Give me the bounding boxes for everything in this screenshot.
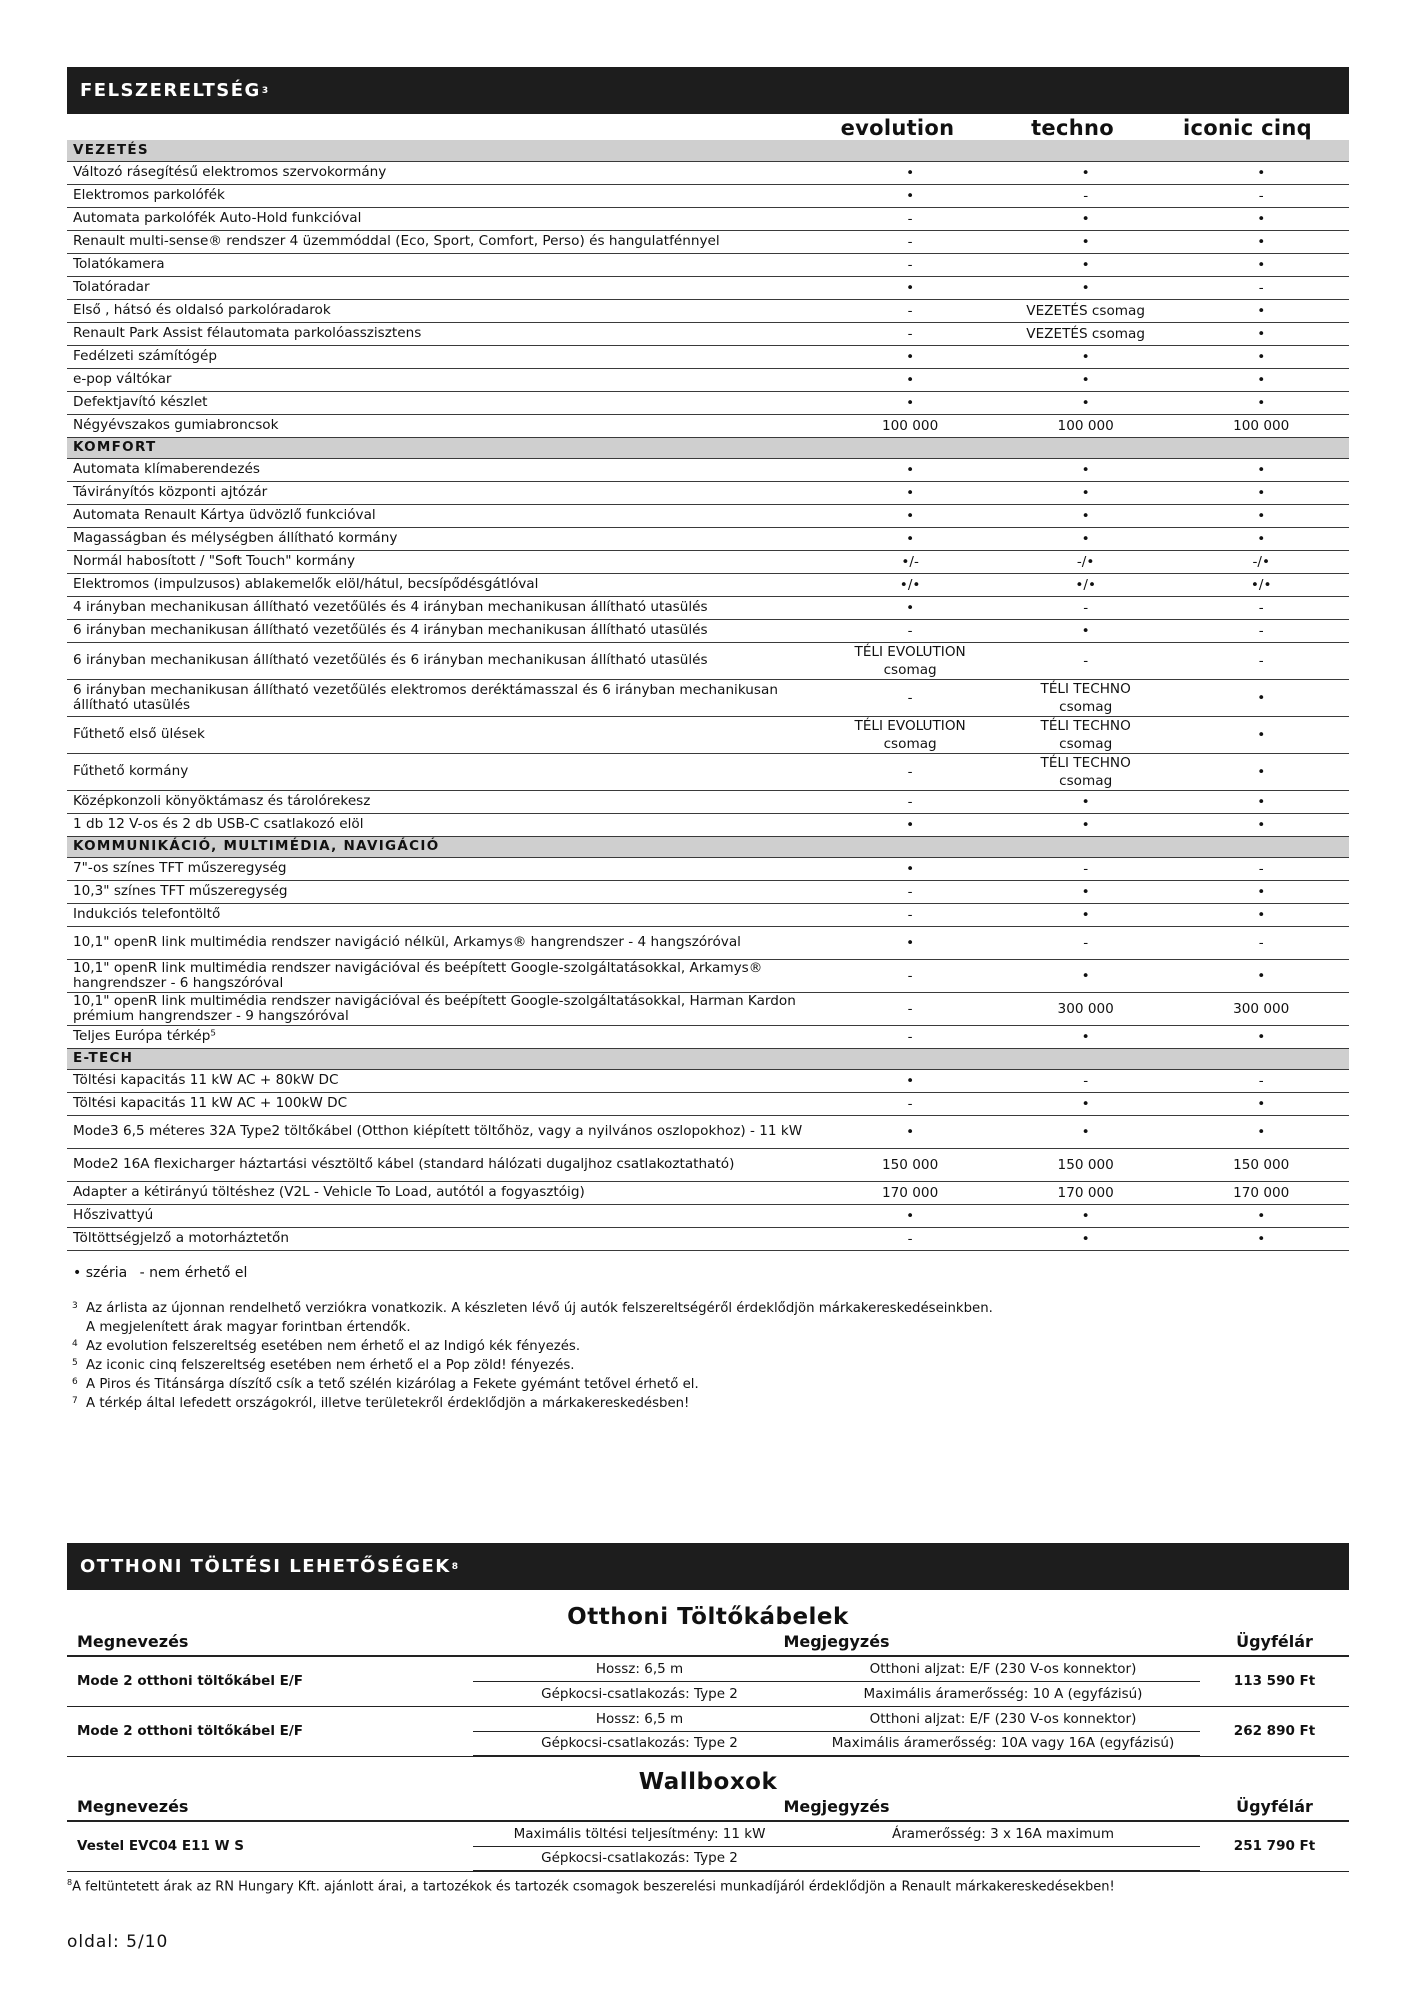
value-evolution: - xyxy=(822,230,998,253)
feature-label: Magasságban és mélységben állítható kormány xyxy=(67,527,822,550)
feature-row xyxy=(67,368,1349,391)
value-iconic-cinq: • xyxy=(1173,322,1349,345)
value-iconic-cinq: • xyxy=(1173,753,1349,790)
value-iconic-cinq: • xyxy=(1173,527,1349,550)
wallbox-price: 251 790 Ft xyxy=(1200,1821,1349,1871)
feature-label: Töltési kapacitás 11 kW AC + 100kW DC xyxy=(67,1092,822,1115)
feature-row xyxy=(67,322,1349,345)
value-iconic-cinq: • xyxy=(1173,1092,1349,1115)
value-iconic-cinq: - xyxy=(1173,857,1349,880)
feature-row xyxy=(67,276,1349,299)
value-techno: - xyxy=(998,596,1174,619)
feature-label: Töltési kapacitás 11 kW AC + 80kW DC xyxy=(67,1069,822,1092)
feature-label: Négyévszakos gumiabroncsok xyxy=(67,414,822,437)
value-techno: - xyxy=(998,642,1174,679)
feature-row xyxy=(67,716,1349,753)
value-evolution: • xyxy=(822,926,998,959)
feature-label: Renault Park Assist félautomata parkolóasszisztens xyxy=(67,322,822,345)
charging-section xyxy=(67,1543,1349,1894)
cables-table xyxy=(67,1630,1349,1757)
footnote-text: Az iconic cinq felszereltség esetében nem érhető el a Pop zöld! fényezés. xyxy=(86,1357,575,1373)
value-iconic-cinq: - xyxy=(1173,619,1349,642)
feature-label: Automata Renault Kártya üdvözlő funkcióval xyxy=(67,504,822,527)
category-heading: VEZETÉS xyxy=(67,140,1349,161)
category-row xyxy=(67,140,1349,161)
value-techno: • xyxy=(998,813,1174,836)
value-evolution: - xyxy=(822,1025,998,1048)
value-iconic-cinq: • xyxy=(1173,345,1349,368)
value-iconic-cinq: - xyxy=(1173,184,1349,207)
feature-label: Középkonzoli könyöktámasz és tárolórekesz xyxy=(67,790,822,813)
footnote-number: 3 xyxy=(72,1300,78,1311)
wallbox-name: Vestel EVC04 E11 W S xyxy=(67,1821,473,1871)
value-evolution: • xyxy=(822,345,998,368)
value-iconic-cinq: • xyxy=(1173,679,1349,716)
feature-row xyxy=(67,790,1349,813)
cable-1-current: Maximális áramerősség: 10 A (egyfázisú) xyxy=(806,1681,1200,1706)
feature-label: Hőszivattyú xyxy=(67,1204,822,1227)
category-row xyxy=(67,1048,1349,1069)
value-evolution: •/- xyxy=(822,550,998,573)
value-techno: • xyxy=(998,527,1174,550)
value-iconic-cinq: • xyxy=(1173,1227,1349,1250)
cables-header-price: Ügyfélár xyxy=(1200,1630,1349,1656)
cables-header-name: Megnevezés xyxy=(67,1630,473,1656)
value-evolution: • xyxy=(822,458,998,481)
cables-title: Otthoni Töltőkábelek xyxy=(567,1604,849,1630)
feature-row xyxy=(67,1227,1349,1250)
feature-label: 1 db 12 V-os és 2 db USB-C csatlakozó elöl xyxy=(67,813,822,836)
value-evolution: - xyxy=(822,903,998,926)
value-evolution: - xyxy=(822,619,998,642)
value-evolution: • xyxy=(822,481,998,504)
value-techno: • xyxy=(998,458,1174,481)
feature-row xyxy=(67,527,1349,550)
feature-label: Fűthető első ülések xyxy=(67,716,822,753)
value-evolution: 150 000 xyxy=(822,1148,998,1181)
value-iconic-cinq: • xyxy=(1173,458,1349,481)
feature-row xyxy=(67,573,1349,596)
value-iconic-cinq: • xyxy=(1173,790,1349,813)
cables-header-row xyxy=(67,1630,1349,1656)
value-iconic-cinq: 170 000 xyxy=(1173,1181,1349,1204)
feature-row xyxy=(67,207,1349,230)
charging-footnote-num: 8 xyxy=(67,1878,73,1887)
value-evolution: - xyxy=(822,790,998,813)
category-heading: E-TECH xyxy=(67,1048,1349,1069)
feature-row xyxy=(67,813,1349,836)
wallbox-table xyxy=(67,1795,1349,1872)
feature-label: Adapter a kétirányú töltéshez (V2L - Vehicle To Load, autótól a fogyasztóig) xyxy=(67,1181,822,1204)
feature-row xyxy=(67,230,1349,253)
variant-evolution: evolution xyxy=(840,116,955,140)
variant-header xyxy=(67,114,1349,140)
value-iconic-cinq: - xyxy=(1173,1069,1349,1092)
footnote xyxy=(67,1337,1349,1356)
feature-label: Automata parkolófék Auto-Hold funkcióval xyxy=(67,207,822,230)
feature-row xyxy=(67,299,1349,322)
feature-label: Elektromos (impulzusos) ablakemelők elöl/hátul, becsípődésgátlóval xyxy=(67,573,822,596)
feature-row xyxy=(67,1181,1349,1204)
feature-label: Defektjavító készlet xyxy=(67,391,822,414)
feature-label: Távirányítós központi ajtózár xyxy=(67,481,822,504)
feature-row xyxy=(67,481,1349,504)
value-evolution: - xyxy=(822,753,998,790)
value-techno: • xyxy=(998,368,1174,391)
value-evolution: • xyxy=(822,184,998,207)
equipment-section xyxy=(67,67,1349,1413)
feature-row xyxy=(67,391,1349,414)
feature-label: 10,1" openR link multimédia rendszer navigációval és beépített Google-szolgáltatásokkal, Arkamys® hangrendszer - 6 hangszóróval xyxy=(67,959,822,992)
footnote-text: A megjelenített árak magyar forintban értendők. xyxy=(86,1319,411,1335)
value-iconic-cinq: 100 000 xyxy=(1173,414,1349,437)
cable-row-2a xyxy=(67,1706,1349,1731)
feature-row xyxy=(67,992,1349,1025)
feature-label: 6 irányban mechanikusan állítható vezetőülés elektromos deréktámasszal és 6 irányban mechanikusan állítható utasülés xyxy=(67,679,822,716)
value-iconic-cinq: 150 000 xyxy=(1173,1148,1349,1181)
value-techno: • xyxy=(998,481,1174,504)
feature-row xyxy=(67,1092,1349,1115)
value-evolution: 100 000 xyxy=(822,414,998,437)
value-evolution: - xyxy=(822,322,998,345)
value-evolution: • xyxy=(822,1069,998,1092)
cable-2-socket: Otthoni aljzat: E/F (230 V-os konnektor) xyxy=(806,1706,1200,1731)
category-row xyxy=(67,437,1349,458)
wallbox-title: Wallboxok xyxy=(638,1769,778,1795)
feature-label: Mode2 16A flexicharger háztartási vésztöltő kábel (standard hálózati dugaljhoz csatlakoztatható) xyxy=(67,1148,822,1181)
legend xyxy=(67,1265,1349,1281)
footnote xyxy=(67,1394,1349,1413)
cable-2-length: Hossz: 6,5 m xyxy=(473,1706,806,1731)
value-techno: - xyxy=(998,857,1174,880)
value-evolution: - xyxy=(822,1092,998,1115)
charging-footnote xyxy=(67,1878,1349,1894)
value-iconic-cinq: • xyxy=(1173,504,1349,527)
value-evolution: - xyxy=(822,1227,998,1250)
wallbox-empty-cell xyxy=(806,1846,1200,1871)
feature-row xyxy=(67,619,1349,642)
feature-row xyxy=(67,550,1349,573)
feature-row xyxy=(67,926,1349,959)
value-techno: 300 000 xyxy=(998,992,1174,1025)
cables-header-note: Megjegyzés xyxy=(473,1630,1200,1656)
feature-label: Normál habosított / "Soft Touch" kormány xyxy=(67,550,822,573)
feature-row xyxy=(67,1025,1349,1048)
value-techno: • xyxy=(998,619,1174,642)
feature-label: 6 irányban mechanikusan állítható vezetőülés és 4 irányban mechanikusan állítható utasülés xyxy=(67,619,822,642)
cable-2-price: 262 890 Ft xyxy=(1200,1706,1349,1756)
value-evolution: 170 000 xyxy=(822,1181,998,1204)
value-techno: 170 000 xyxy=(998,1181,1174,1204)
value-evolution: • xyxy=(822,857,998,880)
feature-label: Automata klímaberendezés xyxy=(67,458,822,481)
feature-row xyxy=(67,596,1349,619)
feature-label: Fűthető kormány xyxy=(67,753,822,790)
charging-footnote-text: A feltüntetett árak az RN Hungary Kft. ajánlott árai, a tartozékok és tartozék csomagok beszerelési munkadíjáról érdeklődjön a Renault márkakereskedésekben! xyxy=(72,1879,1115,1895)
value-iconic-cinq: 300 000 xyxy=(1173,992,1349,1025)
footnote-number: 7 xyxy=(72,1395,78,1406)
value-techno: • xyxy=(998,1115,1174,1148)
value-evolution: - xyxy=(822,207,998,230)
cable-2-current: Maximális áramerősség: 10A vagy 16A (egyfázisú) xyxy=(806,1731,1200,1756)
value-techno: • xyxy=(998,253,1174,276)
value-iconic-cinq: • xyxy=(1173,1115,1349,1148)
value-techno: • xyxy=(998,276,1174,299)
value-techno: • xyxy=(998,391,1174,414)
value-iconic-cinq: • xyxy=(1173,880,1349,903)
footnote-number: 5 xyxy=(72,1357,78,1368)
feature-row xyxy=(67,880,1349,903)
legend-series: • széria xyxy=(73,1264,128,1281)
variant-iconic-cinq: iconic cinq xyxy=(1183,116,1312,140)
feature-label: Tolatóradar xyxy=(67,276,822,299)
feature-row xyxy=(67,414,1349,437)
feature-row xyxy=(67,679,1349,716)
feature-label: 7"-os színes TFT műszeregység xyxy=(67,857,822,880)
value-iconic-cinq: •/• xyxy=(1173,573,1349,596)
value-evolution: • xyxy=(822,1204,998,1227)
page-number: oldal: 5/10 xyxy=(67,1932,169,1952)
cable-2-name: Mode 2 otthoni töltőkábel E/F xyxy=(67,1706,473,1756)
value-evolution: •/• xyxy=(822,573,998,596)
feature-row xyxy=(67,161,1349,184)
wallbox-power: Maximális töltési teljesítmény: 11 kW xyxy=(473,1821,806,1846)
value-techno: - xyxy=(998,1069,1174,1092)
wallbox-row-a xyxy=(67,1821,1349,1846)
feature-label: Indukciós telefontöltő xyxy=(67,903,822,926)
value-techno: • xyxy=(998,880,1174,903)
equipment-banner xyxy=(67,67,1349,114)
value-evolution: - xyxy=(822,253,998,276)
value-evolution: • xyxy=(822,391,998,414)
wallbox-car-connection: Gépkocsi-csatlakozás: Type 2 xyxy=(473,1846,806,1871)
feature-row xyxy=(67,504,1349,527)
footnote xyxy=(67,1356,1349,1375)
feature-row xyxy=(67,458,1349,481)
value-evolution: • xyxy=(822,161,998,184)
feature-row xyxy=(67,1148,1349,1181)
feature-row xyxy=(67,1069,1349,1092)
value-iconic-cinq: • xyxy=(1173,959,1349,992)
feature-row xyxy=(67,345,1349,368)
value-evolution: TÉLI EVOLUTION csomag xyxy=(822,642,998,679)
feature-row xyxy=(67,184,1349,207)
value-techno: 150 000 xyxy=(998,1148,1174,1181)
footnote-text: A térkép által lefedett országokról, illetve területekről érdeklődjön a márkakereskedésben! xyxy=(86,1395,690,1411)
feature-label: Renault multi-sense® rendszer 4 üzemmóddal (Eco, Sport, Comfort, Perso) és hangulatfénnyel xyxy=(67,230,822,253)
value-iconic-cinq: • xyxy=(1173,207,1349,230)
feature-label: Elektromos parkolófék xyxy=(67,184,822,207)
value-techno: • xyxy=(998,207,1174,230)
footnote-text: A Piros és Titánsárga díszítő csík a tető szélén kizárólag a Fekete gyémánt tetővel érhető el. xyxy=(86,1376,699,1392)
category-heading: KOMFORT xyxy=(67,437,1349,458)
feature-label: Teljes Európa térkép⁵ xyxy=(67,1025,822,1048)
feature-row xyxy=(67,959,1349,992)
feature-label: 4 irányban mechanikusan állítható vezetőülés és 4 irányban mechanikusan állítható utasülés xyxy=(67,596,822,619)
feature-label: Fedélzeti számítógép xyxy=(67,345,822,368)
charging-title: OTTHONI TÖLTÉSI LEHETŐSÉGEK xyxy=(80,1556,451,1577)
cable-2-car-connection: Gépkocsi-csatlakozás: Type 2 xyxy=(473,1731,806,1756)
value-evolution: - xyxy=(822,959,998,992)
cable-1-socket: Otthoni aljzat: E/F (230 V-os konnektor) xyxy=(806,1656,1200,1681)
value-evolution: • xyxy=(822,813,998,836)
value-evolution: • xyxy=(822,276,998,299)
value-iconic-cinq: • xyxy=(1173,481,1349,504)
value-iconic-cinq: • xyxy=(1173,299,1349,322)
value-techno: • xyxy=(998,903,1174,926)
footnote-text: Az árlista az újonnan rendelhető verziókra vonatkozik. A készleten lévő új autók felszereltségéről érdeklődjön márkakereskedéseinkben. xyxy=(86,1300,993,1316)
footnote-number: 6 xyxy=(72,1376,78,1387)
value-evolution: • xyxy=(822,527,998,550)
feature-label: Első , hátsó és oldalsó parkolóradarok xyxy=(67,299,822,322)
value-techno: • xyxy=(998,504,1174,527)
cable-1-name: Mode 2 otthoni töltőkábel E/F xyxy=(67,1656,473,1706)
feature-label: e-pop váltókar xyxy=(67,368,822,391)
value-evolution: • xyxy=(822,368,998,391)
value-evolution: TÉLI EVOLUTION csomag xyxy=(822,716,998,753)
footnotes xyxy=(67,1299,1349,1413)
wallbox-header-note: Megjegyzés xyxy=(473,1795,1200,1821)
value-iconic-cinq: - xyxy=(1173,926,1349,959)
value-evolution: - xyxy=(822,880,998,903)
value-evolution: • xyxy=(822,504,998,527)
cable-1-price: 113 590 Ft xyxy=(1200,1656,1349,1706)
value-iconic-cinq: • xyxy=(1173,391,1349,414)
value-iconic-cinq: • xyxy=(1173,813,1349,836)
category-heading: KOMMUNIKÁCIÓ, MULTIMÉDIA, NAVIGÁCIÓ xyxy=(67,836,1349,857)
value-iconic-cinq: - xyxy=(1173,642,1349,679)
equipment-title-sup: 3 xyxy=(261,85,269,96)
feature-row xyxy=(67,253,1349,276)
feature-label: Töltöttségjelző a motorháztetőn xyxy=(67,1227,822,1250)
feature-row xyxy=(67,642,1349,679)
value-iconic-cinq: • xyxy=(1173,230,1349,253)
wallbox-current: Áramerősség: 3 x 16A maximum xyxy=(806,1821,1200,1846)
feature-row xyxy=(67,753,1349,790)
value-evolution: • xyxy=(822,1115,998,1148)
value-techno: TÉLI TECHNO csomag xyxy=(998,716,1174,753)
value-techno: TÉLI TECHNO csomag xyxy=(998,679,1174,716)
value-techno: • xyxy=(998,1025,1174,1048)
value-techno: TÉLI TECHNO csomag xyxy=(998,753,1174,790)
value-techno: - xyxy=(998,926,1174,959)
feature-row xyxy=(67,1115,1349,1148)
footnote xyxy=(67,1318,1349,1337)
equipment-table xyxy=(67,140,1349,1251)
value-techno: • xyxy=(998,1227,1174,1250)
feature-label: 10,1" openR link multimédia rendszer navigáció nélkül, Arkamys® hangrendszer - 4 hangszóróval xyxy=(67,926,822,959)
value-evolution: • xyxy=(822,596,998,619)
value-techno: VEZETÉS csomag xyxy=(998,322,1174,345)
wallbox-header-price: Ügyfélár xyxy=(1200,1795,1349,1821)
value-iconic-cinq: • xyxy=(1173,368,1349,391)
category-row xyxy=(67,836,1349,857)
value-iconic-cinq: • xyxy=(1173,903,1349,926)
value-techno: 100 000 xyxy=(998,414,1174,437)
feature-label: 10,3" színes TFT műszeregység xyxy=(67,880,822,903)
value-iconic-cinq: • xyxy=(1173,1025,1349,1048)
footnote xyxy=(67,1375,1349,1394)
value-techno: - xyxy=(998,184,1174,207)
charging-banner xyxy=(67,1543,1349,1590)
wallbox-header-row xyxy=(67,1795,1349,1821)
value-evolution: - xyxy=(822,992,998,1025)
value-iconic-cinq: • xyxy=(1173,253,1349,276)
feature-label: Tolatókamera xyxy=(67,253,822,276)
wallbox-header-name: Megnevezés xyxy=(67,1795,473,1821)
feature-row xyxy=(67,857,1349,880)
value-techno: • xyxy=(998,1204,1174,1227)
value-techno: • xyxy=(998,959,1174,992)
value-techno: • xyxy=(998,161,1174,184)
charging-title-sup: 8 xyxy=(451,1561,458,1572)
footnote-number: 4 xyxy=(72,1338,78,1349)
value-iconic-cinq: • xyxy=(1173,161,1349,184)
cable-1-length: Hossz: 6,5 m xyxy=(473,1656,806,1681)
value-iconic-cinq: - xyxy=(1173,596,1349,619)
feature-row xyxy=(67,1204,1349,1227)
cable-row-1a xyxy=(67,1656,1349,1681)
value-evolution: - xyxy=(822,299,998,322)
feature-label: Változó rásegítésű elektromos szervokormány xyxy=(67,161,822,184)
value-iconic-cinq: • xyxy=(1173,716,1349,753)
value-techno: -/• xyxy=(998,550,1174,573)
value-techno: • xyxy=(998,790,1174,813)
feature-label: Mode3 6,5 méteres 32A Type2 töltőkábel (Otthon kiépített töltőhöz, vagy a nyilvános oszlopokhoz) - 11 kW xyxy=(67,1115,822,1148)
cable-1-car-connection: Gépkocsi-csatlakozás: Type 2 xyxy=(473,1681,806,1706)
variant-techno: techno xyxy=(1031,116,1114,140)
feature-row xyxy=(67,903,1349,926)
legend-not-available: - nem érhető el xyxy=(139,1264,248,1281)
value-iconic-cinq: • xyxy=(1173,1204,1349,1227)
value-techno: VEZETÉS csomag xyxy=(998,299,1174,322)
value-techno: •/• xyxy=(998,573,1174,596)
equipment-title: FELSZERELTSÉG xyxy=(80,80,261,101)
value-iconic-cinq: -/• xyxy=(1173,550,1349,573)
value-techno: • xyxy=(998,345,1174,368)
footnote xyxy=(67,1299,1349,1318)
value-techno: • xyxy=(998,230,1174,253)
value-evolution: - xyxy=(822,679,998,716)
value-techno: • xyxy=(998,1092,1174,1115)
feature-label: 10,1" openR link multimédia rendszer navigációval és beépített Google-szolgáltatásokkal, Harman Kardon prémium hangrendszer - 9 hangszóróval xyxy=(67,992,822,1025)
feature-label: 6 irányban mechanikusan állítható vezetőülés és 6 irányban mechanikusan állítható utasülés xyxy=(67,642,822,679)
value-iconic-cinq: - xyxy=(1173,276,1349,299)
footnote-text: Az evolution felszereltség esetében nem érhető el az Indigó kék fényezés. xyxy=(86,1338,581,1354)
